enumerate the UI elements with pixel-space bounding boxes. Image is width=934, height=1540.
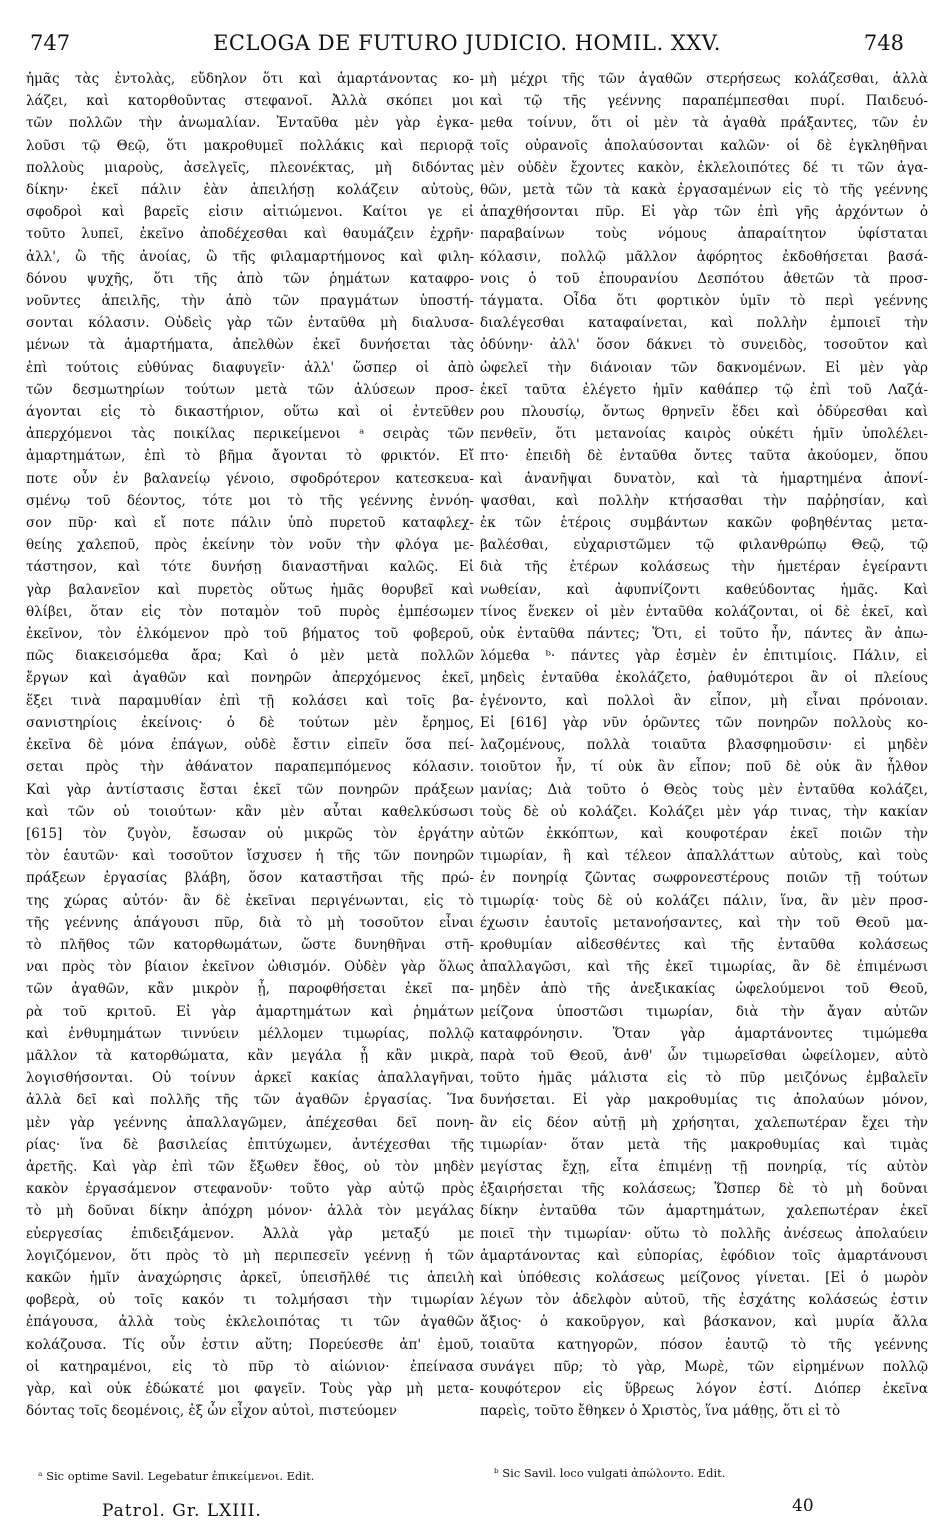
text-line: μηδὲν ἀπὸ τῆς ἀνεξικακίας ὠφελούμενοι τοῦ Θεοῦ, xyxy=(480,981,928,998)
text-line: ἀπαχθήσονται πῦρ. Εἰ γὰρ τῶν ἐπὶ γῆς ἀρχόντων ὁ xyxy=(480,204,928,221)
text-line: φοβερὰ, οὐ τοῖς κακόν τι τολμήσασι τὴν τιμωρίαν xyxy=(26,1292,474,1309)
text-line: ἀπερχόμενοι τὰς ποικίλας περικείμενοι ᵃ σειρὰς τῶν xyxy=(26,426,474,443)
right-text-column xyxy=(480,68,928,1422)
text-line: μανίας; Διὰ τοῦτο ὁ Θεὸς τοὺς μὲν ἐνταῦθα κολάζει, xyxy=(480,781,928,798)
text-line: τὸν ἑαυτῶν· καὶ τοσοῦτον ἴσχυσεν ἡ τῆς τῶν πονηρῶν xyxy=(26,848,474,865)
text-line: ἐκεῖ ταῦτα ἐλέγετο ἡμῖν καθάπερ τῷ ἐπὶ τοῦ Λαζά- xyxy=(480,381,928,398)
text-line: μᾶλλον τὰ κατορθώματα, κἂν μεγάλα ᾖ κἂν μικρὰ, xyxy=(26,1047,474,1064)
text-line: ψασθαι, καὶ πολλὴν κτήσασθαι τὴν παῤῥησίαν, καὶ xyxy=(480,492,928,509)
text-line: καὶ ἀνανῆψαι δυνατὸν, καὶ τὰ ἡμαρτημένα ἀπονί- xyxy=(480,470,928,487)
text-line: παραβαίνων τοὺς νόμους ἀπαραίτητον ὑφίσταται xyxy=(480,226,928,243)
text-line: [615] τὸν ζυγὸν, ἔσωσαν οὐ μικρῶς τὸν ἐργάτην xyxy=(26,825,474,842)
running-header xyxy=(30,30,904,56)
text-line: τοῖς οὐρανοῖς ἀπολαύσονται καλῶν· οἱ δὲ ἐγκληθῆναι xyxy=(480,137,928,154)
text-line: ἐκεῖνον, τὸν ἑλκόμενον πρὸ τοῦ βήματος τοῦ φοβεροῦ, xyxy=(26,626,474,643)
text-line: πολλοὺς μιαροὺς, ἀσελγεῖς, πλεονέκτας, μὴ διδόντας xyxy=(26,159,474,176)
text-line: σφοδροὶ καὶ βαρεῖς εἰσιν αἰτιώμενοι. Καίτοι γε εἰ xyxy=(26,204,474,221)
text-line: μεγίστας ἔχῃ, εἶτα ἐπιμένῃ τῇ πονηρίᾳ, τίς αὐτὸν xyxy=(480,1158,928,1175)
text-line: λαζομένους, πολλὰ τοιαῦτα βλασφημοῦσιν· εἰ μηδὲν xyxy=(480,737,928,754)
left-text-column xyxy=(26,68,474,1422)
text-line: καὶ τῶν οὐ τοιούτων· κἂν μὲν αὗται καθελκύσωσι xyxy=(26,803,474,820)
text-line: γὰρ βαλανεῖον καὶ πυρετὸς οὕτως ἡμᾶς θορυβεῖ καὶ xyxy=(26,581,474,598)
text-line: διαλέγεσθαι καταφαίνεται, καὶ πολλὴν ἐμποιεῖ τὴν xyxy=(480,315,928,332)
text-line: παρὰ τοῦ Θεοῦ, ἀνθ' ὧν τιμωρεῖσθαι ὠφείλομεν, αὐτὸ xyxy=(480,1047,928,1064)
text-line: τοὺς δὲ οὐ κολάζει. Κολάζει μὲν γάρ τινας, τὴν κακίαν xyxy=(480,803,928,820)
text-line: λάζει, καὶ κατορθοῦντας στεφανοῖ. Ἀλλὰ σκόπει μοι xyxy=(26,93,474,110)
running-title: ECLOGA DE FUTURO JUDICIO. HOMIL. XXV. xyxy=(213,31,721,55)
text-line: ἂν εἰς δέον αὐτῇ μὴ χρήσηται, χαλεπωτέραν ἔχει τὴν xyxy=(480,1114,928,1131)
text-line: τοῦτο λυπεῖ, ἐκεῖνο ἀποδέχεσθαι καὶ θαυμάζειν ἐχρῆν· xyxy=(26,226,474,243)
text-line: βαλέσθαι, εὐχαριστῶμεν τῷ φιλανθρώπῳ Θεῷ, τῷ xyxy=(480,537,928,554)
text-line: μὲν οὐδὲν ἔχοντες κακὸν, ἐκλελοιπότες δέ τι τῶν ἀγα- xyxy=(480,159,928,176)
text-line: πενθεῖν, ὅτι μετανοίας καιρὸς οὐκέτι ἡμῖν ὑπολέλει- xyxy=(480,426,928,443)
text-line: ρου πλουσίῳ, ὄντως θρηνεῖν ἔδει καὶ ὀδύρεσθαι καὶ xyxy=(480,404,928,421)
text-line: ἐγένοντο, καὶ πολλοὶ ἂν εἶπον, μὴ εἶναι πρόνοιαν. xyxy=(480,692,928,709)
text-line: μὴ μέχρι τῆς τῶν ἀγαθῶν στερήσεως κολάζεσθαι, ἀλλὰ xyxy=(480,71,928,87)
text-line: ἐκεῖνα δὲ μόνα ἐπάγων, οὐδὲ ἔστιν εἰπεῖν ὅσα πεί- xyxy=(26,737,474,754)
text-line: Καὶ γὰρ ἀντίστασις ἔσται ἐκεῖ τῶν πονηρῶν πράξεων xyxy=(26,781,474,798)
text-line: κολάζουσα. Τίς οὖν ἐστιν αὕτη; Πορεύεσθε ἀπ' ἐμοῦ, xyxy=(26,1336,474,1353)
text-line: ἀρετῆς. Καὶ γὰρ ἐπὶ τῶν ἔξωθεν ἔθος, οὐ τὸν μηδὲν xyxy=(26,1158,474,1175)
text-line: άγονται εἰς τὸ δικαστήριον, οὕτω καὶ οἱ ἐντεῦθεν xyxy=(26,404,474,421)
text-line: ἀλλὰ δεῖ καὶ πολλῆς τῆς τῶν ἀγαθῶν ἐργασίας. Ἵνα xyxy=(26,1092,474,1109)
text-line: μεθα τοίνυν, ὅτι οἱ μὲν τὰ ἀγαθὰ πράξαντες, τῶν ἐν xyxy=(480,115,928,132)
text-line: της χώρας αὐτόν· ἂν δὲ ἐκεῖναι περιγένωνται, εἰς τὸ xyxy=(26,892,474,909)
text-line: πράξεων ἐργασίας βλάβη, ὅσον καταστῆσαι τῆς πρώ- xyxy=(26,870,474,887)
text-line: τιμωρίᾳ· τοὺς δὲ οὐ κολάζει πάλιν, ἵνα, ἂν μὲν προσ- xyxy=(480,892,928,909)
text-line: ὀδύνην· ἀλλ' ὅσον δάκνει τὸ συνειδὸς, τοσοῦτον καὶ xyxy=(480,337,928,354)
text-line: καταφρόνησιν. Ὅταν γὰρ ἁμαρτάνοντες τιμώμεθα xyxy=(480,1025,928,1042)
text-line: αὐτῶν ἐκκόπτων, καὶ κουφοτέραν ἐκεῖ ποιῶν τὴν xyxy=(480,825,928,842)
text-line: ποτε οὖν ἐν βαλανείῳ γένοιο, σφοδρότερον κατεσκευα- xyxy=(26,470,474,487)
text-line: ὠφελεῖ τὴν διάνοιαν τῶν δακνομένων. Εἰ μὲν γὰρ xyxy=(480,359,928,376)
text-line: δίκην· ἐκεῖ πάλιν ἐὰν ἀπειλήσῃ κολάζειν αὐτοὺς, xyxy=(26,182,474,199)
text-line: ἡμᾶς τὰς ἐντολὰς, εὔδηλον ὅτι καὶ ἁμαρτάνοντας κο- xyxy=(26,71,474,87)
text-line: κουφότερον εἰς ὕβρεως λόγον ἐστί. Διόπερ ἐκεῖνα xyxy=(480,1380,928,1397)
text-line: δόντας τοῖς δεομένοις, ἐξ ὧν εἶχον αὐτοὶ, πιστεύομεν xyxy=(26,1403,397,1420)
text-line: τάστησον, καὶ τότε δυνήσῃ διαναστῆναι καλῶς. Εἰ xyxy=(26,559,474,576)
text-line: τὸ μὴ δοῦναι δίκην ἀπόχρη μόνον· ἀλλὰ τὸν μεγάλας xyxy=(26,1203,474,1220)
text-line: εὐεργεσίας ἐπιδειξάμενον. Ἀλλὰ γὰρ μεταξύ με xyxy=(26,1225,474,1242)
text-line: μένων τὰ ἁμαρτήματα, ἀπελθὼν ἐκεῖ δυνήσεται τὰς xyxy=(26,337,474,354)
text-line: ἐπάγουσα, ἀλλὰ τοὺς ἐκλελοιπότας τι τῶν ἀγαθῶν xyxy=(26,1314,474,1331)
text-line: καὶ ἐνθυμημάτων τιννύειν μέλλομεν τιμωρίας, πολλῷ xyxy=(26,1025,474,1042)
signature-number: 40 xyxy=(792,1496,814,1516)
text-line: ἁμαρτάνοντας καὶ εὐπορίας, ἐφόδιον τοῖς ἁμαρτάνουσι xyxy=(480,1247,928,1264)
text-line: συνάγει πῦρ; τὸ γὰρ, Μωρὲ, τῶν εἰρημένων πολλῷ xyxy=(480,1358,928,1375)
text-line: ἁμαρτημάτων, ἐπὶ τὸ βῆμα ἄγονται τὸ φρικτόν. Εἴ xyxy=(26,448,474,465)
text-line: έχωσιν ἑαυτοῖς μετανοήσαντες, καὶ τὴν τοῦ Θεοῦ μα- xyxy=(480,914,928,931)
text-line: λογισθήσονται. Οὐ τοίνυν ἀρκεῖ κακίας ἀπαλλαγῆναι, xyxy=(26,1070,474,1087)
text-line: τιμωρίαν, ἢ καὶ τέλεον ἀπαλλάττων αὐτοὺς, καὶ τοὺς xyxy=(480,848,928,865)
text-line: ἐπὶ τούτοις εὐθύνας διαφυγεῖν· ἀλλ' ὥσπερ οἱ ἀπὸ xyxy=(26,359,474,376)
text-line: ἄξιος· ὁ κακοῦργον, καὶ βάσκανον, καὶ μυρία ἄλλα xyxy=(480,1314,928,1331)
text-line: τοιαῦτα κατηγορῶν, πόσον ἑαυτῷ τὸ τῆς γεέννης xyxy=(480,1336,928,1353)
text-line: τῶν ἀγαθῶν, κἂν μικρὸν ᾖ, παροφθήσεται ἐκεῖ πα- xyxy=(26,981,474,998)
text-line: τοῦτο ἡμᾶς μάλιστα εἰς τὸ πῦρ μειζόνως ἐμβαλεῖν xyxy=(480,1070,928,1087)
text-line: ἀλλ', ὢ τῆς ἀνοίας, ὢ τῆς φιλαμαρτήμονος καὶ φιλη- xyxy=(26,248,474,265)
text-line: θλίβει, ὅταν εἰς τὸν ποταμὸν τοῦ πυρὸς ἐμπέσωμεν xyxy=(26,603,474,620)
text-line: καὶ ὑπόθεσις κολάσεως μείζονος γίνεται. [Εἰ ὁ μωρὸν xyxy=(480,1269,928,1286)
text-line: διὰ τῆς ἑτέρων κολάσεως τὴν ἡμετέραν ἐγείραντι xyxy=(480,559,928,576)
text-line: οἱ κατηραμένοι, εἰς τὸ πῦρ τὸ αἰώνιον· ἐπείνασα xyxy=(26,1358,474,1375)
text-line: τίνος ἕνεκεν οἱ μὲν ἐνταῦθα κολάζονται, οἱ δὲ ἐκεῖ, καὶ xyxy=(480,603,928,620)
text-line: καὶ τῷ τῆς γεέννης παραπέμπεσθαι πυρί. Παιδευό- xyxy=(480,93,928,110)
page-number-right: 748 xyxy=(863,31,904,55)
footnote-a: ᵃ Sic optime Savil. Legebatur ἐπικείμενοι. Edit. xyxy=(38,1469,315,1483)
text-line: σανιστηρίοις ἐκείνοις· ὁ δὲ τούτων μὲν ἔρημος, xyxy=(26,714,474,731)
text-line: λόμεθα ᵇ· πάντες γὰρ ἐσμὲν ἐν ἐπιτιμίοις. Πάλιν, εἰ xyxy=(480,648,928,665)
text-line: τῶν δεσμωτηρίων τούτων μετὰ τῶν ἁλύσεων προσ- xyxy=(26,381,474,398)
page-number-left: 747 xyxy=(30,31,71,55)
text-line: δόνου ψυχῆς, ὅτι τῆς ἀπὸ τῶν ῥημάτων καταφρο- xyxy=(26,270,474,287)
text-line: νοις ὁ τοῦ ἐπουρανίου Δεσπότου ἀθετῶν τὰ προσ- xyxy=(480,270,928,287)
text-line: μὲν γὰρ γεέννης ἀπαλλαγῶμεν, ἀπέχεσθαι δεῖ πονη- xyxy=(26,1114,474,1131)
text-line: σεται πρὸς τὴν ἀθάνατον παραπεμπόμενος κόλασιν. xyxy=(26,759,474,776)
text-line: ἐξαιρήσεται τῆς κολάσεως; Ὥσπερ δὲ τὸ μὴ δοῦναι xyxy=(480,1181,928,1198)
text-line: πῶς διακεισόμεθα ἄρα; Καὶ ὁ μὲν μετὰ πολλῶν xyxy=(26,648,474,665)
text-line: σον πῦρ· καὶ εἴ ποτε πάλιν ὑπὸ πυρετοῦ καταφλεχ- xyxy=(26,515,474,532)
text-line: θείης χαλεποῦ, πρὸς ἐκείνην τὸν νοῦν τὴν φλόγα με- xyxy=(26,537,474,554)
series-footer: Patrol. Gr. LXIII. xyxy=(102,1501,262,1521)
text-line: λοῦσι τῷ Θεῷ, ὅτι μακροθυμεῖ πολλάκις καὶ περιορᾷ xyxy=(26,137,474,154)
text-line: τιμωρίαν· ὅταν μετὰ τῆς μακροθυμίας καὶ τιμὰς xyxy=(480,1136,928,1153)
text-line: ρὰ τοῦ κριτοῦ. Εἰ γὰρ ἁμαρτημάτων καὶ ῥημάτων xyxy=(26,1003,474,1020)
text-line: γὰρ, καὶ οὐκ ἐδώκατέ μοι φαγεῖν. Τοὺς γὰρ μὴ μετα- xyxy=(26,1380,474,1397)
text-line: θῶν, μετὰ τῶν τὰ κακὰ ἐργασαμένων εἰς τὸ τῆς γεέννης xyxy=(480,182,928,199)
text-line: ἔργων καὶ ἀγαθῶν καὶ πονηρῶν ἀπερχόμενος ἐκεῖ, xyxy=(26,670,474,687)
text-line: μηδεὶς ἐνταῦθα ἐκολάζετο, ῥαθυμότεροι ἂν οἱ πλείους xyxy=(480,670,928,687)
text-line: ἐκ τῶν ἑτέροις συμβάντων κακῶν φοβηθέντας μετα- xyxy=(480,515,928,532)
text-line: σμένῳ τοῦ δέοντος, τότε μοι τὸ τῆς γεέννης ἐννόη- xyxy=(26,492,474,509)
text-line: ρίας· ἵνα δὲ βασιλείας ἐπιτύχωμεν, ἀντέχεσθαι τῆς xyxy=(26,1136,474,1153)
text-line: κροθυμίαν αἰδεσθέντες καὶ τῆς ἐνταῦθα κολάσεως xyxy=(480,936,928,953)
text-line: νωθείαν, καὶ ἀφυπνίζοντι καθεύδοντας ἡμᾶς. Καὶ xyxy=(480,581,928,598)
text-line: μείζονα ὑποστῶσι τιμωρίαν, διὰ τὴν ἄγαν αὐτῶν xyxy=(480,1003,928,1020)
text-line: τῆς γεέννης ἀπάγουσι πῦρ, διὰ τὸ μὴ τοσοῦτον εἶναι xyxy=(26,914,474,931)
text-line: λέγων τὸν ἀδελφὸν αὐτοῦ, τῆς ἐσχάτης κολάσεώς ἐστιν xyxy=(480,1292,928,1309)
text-line: ποιεῖ τὴν τιμωρίαν· οὕτω τὸ πολλῆς ἀνέσεως ἀπολαύειν xyxy=(480,1225,928,1242)
footnote-b: ᵇ Sic Savil. loco vulgati ἀπώλοντο. Edit. xyxy=(494,1466,726,1480)
text-line: ναι πρὸς τὸν βίαιον ἐκεῖνον ὠθισμόν. Οὐδὲν γὰρ ὅλως xyxy=(26,959,474,976)
text-line: οὐκ ἐνταῦθα πάντες; Ὅτι, εἰ τοῦτο ἦν, πάντες ἂν ἀπω- xyxy=(480,626,928,643)
text-line: ἕξει τινὰ παραμυθίαν ἐπὶ τῇ κολάσει καὶ τοῖς βα- xyxy=(26,692,474,709)
text-line: λογιζόμενον, ὅτι πρὸς τὸ μὴ περιπεσεῖν γεέννῃ ἡ τῶν xyxy=(26,1247,474,1264)
text-line: ἀπαλλαγῶσι, καὶ τῆς ἐκεῖ τιμωρίας, ἂν δὲ ἐπιμένωσι xyxy=(480,959,928,976)
text-line: παρεὶς, τοῦτο ἔθηκεν ὁ Χριστὸς, ἵνα μάθῃς, ὅτι εἰ τὸ xyxy=(480,1403,841,1420)
text-line: τάγματα. Οἶδα ὅτι φορτικὸν ὑμῖν τὸ περὶ γεέννης xyxy=(480,293,928,310)
text-line: νοῦντες ἀπειλῆς, τὴν ἀπὸ τῶν πραγμάτων ὑποστή- xyxy=(26,293,474,310)
text-line: σονται κόλασιν. Οὐδεὶς γὰρ τῶν ἐνταῦθα μὴ διαλυσα- xyxy=(26,315,474,332)
text-line: δυνήσεται. Εἰ γὰρ μακροθυμίας τις ἀπολαύων μόνον, xyxy=(480,1092,928,1109)
text-line: Εἰ [616] γὰρ νῦν ὁρῶντες τῶν πονηρῶν πολλοὺς κο- xyxy=(480,714,928,731)
text-line: πτο· ἐπειδὴ δὲ ἐνταῦθα ὄντες ταῦτα ἀκούομεν, ὅπου xyxy=(480,448,928,465)
text-line: τὸ πλῆθος τῶν κατορθωμάτων, ὥστε δυνηθῆναι στῆ- xyxy=(26,936,474,953)
text-line: κακῶν ἡμῖν ἀναχώρησις ἀρκεῖ, ὑπεισῆλθέ τις ἀπειλὴ xyxy=(26,1269,474,1286)
text-line: τοιοῦτον ἦν, τί οὐκ ἂν εἶπον; ποῦ δὲ οὐκ ἂν ἦλθον xyxy=(480,759,928,776)
text-line: τῶν πολλῶν τὴν ἀνωμαλίαν. Ἐνταῦθα μὲν γὰρ ἐγκα- xyxy=(26,115,474,132)
text-line: δίκην ἐνταῦθα τῶν ἁμαρτημάτων, χαλεπωτέραν ἐκεῖ xyxy=(480,1203,928,1220)
text-line: κακὸν ἐργασάμενον στεφανοῦν· τοῦτο γὰρ αὐτῷ πρὸς xyxy=(26,1181,474,1198)
text-line: ἐν πονηρίᾳ ζῶντας σωφρονεστέρους ποιῶν τῇ τούτων xyxy=(480,870,928,887)
text-line: κόλασιν, πολλῷ μᾶλλον ἀφόρητος ἐκδοθήσεται βασά- xyxy=(480,248,928,265)
